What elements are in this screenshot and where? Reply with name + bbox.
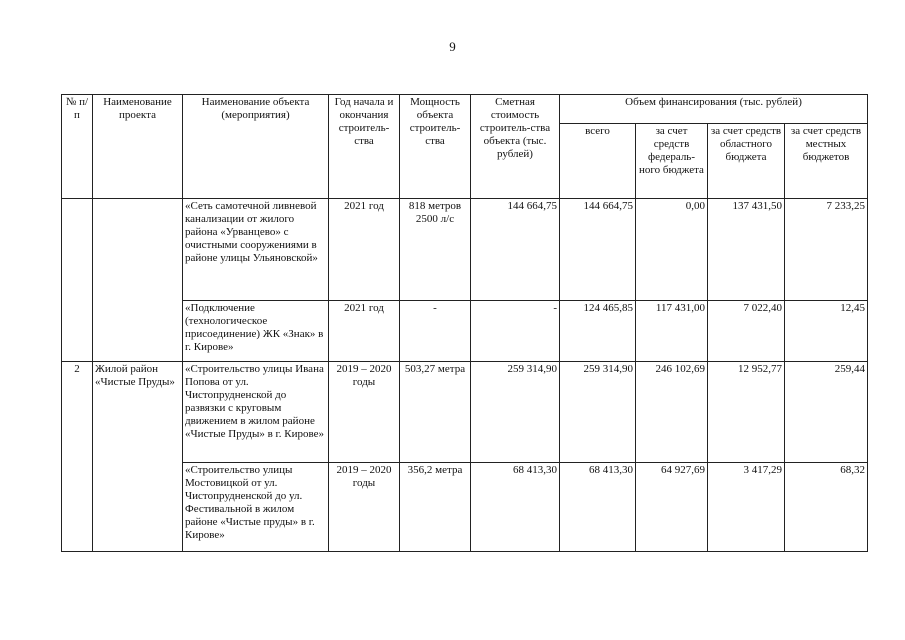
cell-estimate: 68 413,30 [471,463,560,552]
table-row [62,301,868,362]
cell-total: 68 413,30 [560,463,636,552]
cell-years: 2019 – 2020 годы [329,362,400,463]
cell-local: 7 233,25 [785,199,868,301]
cell-regional: 7 022,40 [708,301,785,362]
cell-years: 2021 год [329,199,400,301]
cell-federal: 117 431,00 [636,301,708,362]
financing-table [61,94,868,552]
cell-total: 144 664,75 [560,199,636,301]
header-project: Наименование проекта [93,95,183,199]
cell-object: «Строительство улицы Мостовицкой от ул. Чистопрудненской до ул. Фестивальной в жилом районе «Чистые пруды» в г. Кирове» [183,463,329,552]
header-years: Год начала и окончания строитель-ства [329,95,400,199]
header-total: всего [560,124,636,199]
cell-regional: 3 417,29 [708,463,785,552]
cell-project: Жилой район «Чистые Пруды» [93,362,183,552]
table-row [62,362,868,463]
cell-project [93,199,183,362]
table-row [62,199,868,301]
header-num: № п/п [62,95,93,199]
cell-object: «Сеть самотечной ливневой канализации от жилого района «Урванцево» с очистными сооружениями в районе улицы Ульяновской» [183,199,329,301]
cell-object: «Строительство улицы Ивана Попова от ул. Чистопрудненской до развязки с круговым движением в жилом районе «Чистые Пруды» в г. Кирове» [183,362,329,463]
cell-regional: 137 431,50 [708,199,785,301]
cell-estimate: 259 314,90 [471,362,560,463]
cell-local: 259,44 [785,362,868,463]
cell-capacity: 356,2 метра [400,463,471,552]
cell-regional: 12 952,77 [708,362,785,463]
cell-object: «Подключение (технологическое присоединение) ЖК «Знак» в г. Кирове» [183,301,329,362]
page-number: 9 [449,39,456,54]
cell-local: 68,32 [785,463,868,552]
cell-federal: 246 102,69 [636,362,708,463]
cell-total: 259 314,90 [560,362,636,463]
cell-federal: 64 927,69 [636,463,708,552]
cell-years: 2021 год [329,301,400,362]
header-object: Наименование объекта (мероприятия) [183,95,329,199]
header-regional: за счет средств областного бюджета [708,124,785,199]
header-capacity: Мощность объекта строитель-ства [400,95,471,199]
header-estimate: Сметная стоимость строитель-ства объекта (тыс. рублей) [471,95,560,199]
header-funding: Объем финансирования (тыс. рублей) [560,95,868,124]
cell-num: 2 [62,362,93,552]
cell-total: 124 465,85 [560,301,636,362]
cell-capacity: 818 метров 2500 л/с [400,199,471,301]
cell-num [62,199,93,362]
table-row [62,463,868,552]
header-federal: за счет средств федераль-ного бюджета [636,124,708,199]
cell-capacity: - [400,301,471,362]
header-row [62,95,868,124]
cell-years: 2019 – 2020 годы [329,463,400,552]
cell-federal: 0,00 [636,199,708,301]
cell-estimate: - [471,301,560,362]
cell-estimate: 144 664,75 [471,199,560,301]
cell-capacity: 503,27 метра [400,362,471,463]
cell-local: 12,45 [785,301,868,362]
header-local: за счет средств местных бюджетов [785,124,868,199]
